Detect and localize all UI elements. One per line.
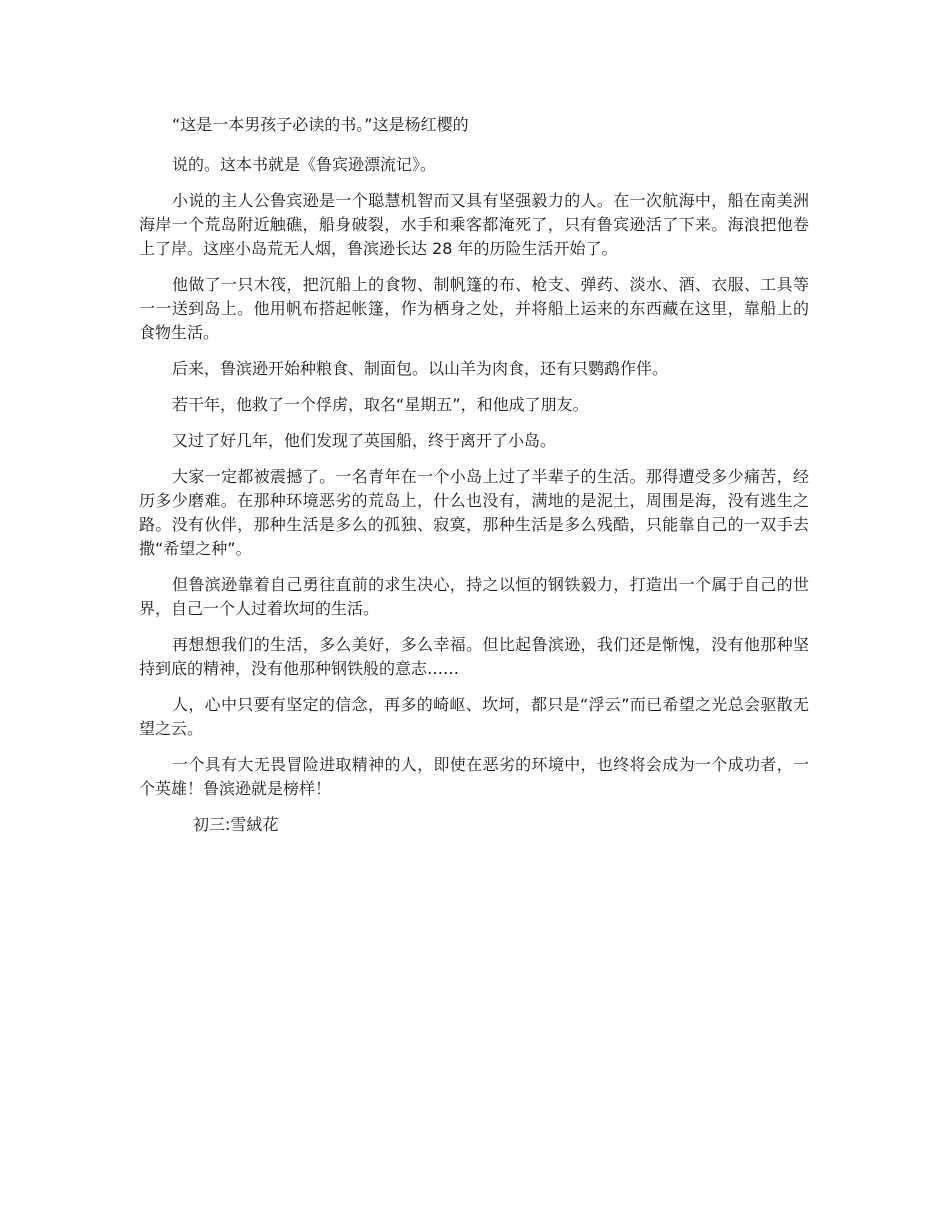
- paragraph-2: 说的。这本书就是《鲁宾逊漂流记》。: [172, 155, 437, 174]
- essay-body: [139, 113, 809, 837]
- paragraph-4: 他做了一只木筏，把沉船上的食物、制帆篷的布、枪支、弹药、淡水、酒、衣服、工具等一一送到岛上。他用帆布搭起帐篷，作为栖身之处，并将船上运来的东西藏在这里，靠船上的食物生活。: [139, 275, 809, 342]
- paragraph-3: 小说的主人公鲁宾逊是一个聪慧机智而又具有坚强毅力的人。在一次航海中，船在南美洲海岸一个荒岛附近触礁，船身破裂，水手和乘客都淹死了，只有鲁宾逊活了下来。海浪把他卷上了岸。这座小岛荒无人烟，鲁滨逊长达 28 年的历险生活开始了。: [139, 191, 809, 258]
- paragraph-12: 一个具有大无畏冒险进取精神的人，即使在恶劣的环境中，也终将会成为一个成功者，一个英雄！鲁滨逊就是榜样！: [139, 755, 809, 798]
- paragraph-8: 大家一定都被震撼了。一名青年在一个小岛上过了半辈子的生活。那得遭受多少痛苦，经历多少磨难。在那种环境恶劣的荒岛上，什么也没有，满地的是泥土，周围是海，没有逃生之路。没有伙伴，那种生活是多么的孤独、寂寞，那种生活是多么残酷，只能靠自己的一双手去撒“希望之种”。: [139, 467, 809, 558]
- paragraph-10: 再想想我们的生活，多么美好，多么幸福。但比起鲁滨逊，我们还是惭愧，没有他那种坚持到底的精神，没有他那种钢铁般的意志……: [139, 635, 809, 678]
- paragraph-11: 人，心中只要有坚定的信念，再多的崎岖、坎坷，都只是“浮云”而已希望之光总会驱散无望之云。: [139, 695, 809, 738]
- paragraph-1: “这是一本男孩子必读的书。”这是杨红樱的: [172, 115, 469, 134]
- paragraph-9: 但鲁滨逊靠着自己勇往直前的求生决心，持之以恒的钢铁毅力，打造出一个属于自己的世界，自己一个人过着坎坷的生活。: [139, 575, 809, 618]
- paragraph-5: 后来，鲁滨逊开始种粮食、制面包。以山羊为肉食，还有只鹦鹉作伴。: [172, 359, 669, 378]
- paragraph-6: 若干年，他救了一个俘虏，取名“星期五”，和他成了朋友。: [172, 395, 589, 414]
- author-signature: 初三:雪絨花: [193, 815, 279, 834]
- paragraph-7: 又过了好几年，他们发现了英国船，终于离开了小岛。: [172, 431, 557, 450]
